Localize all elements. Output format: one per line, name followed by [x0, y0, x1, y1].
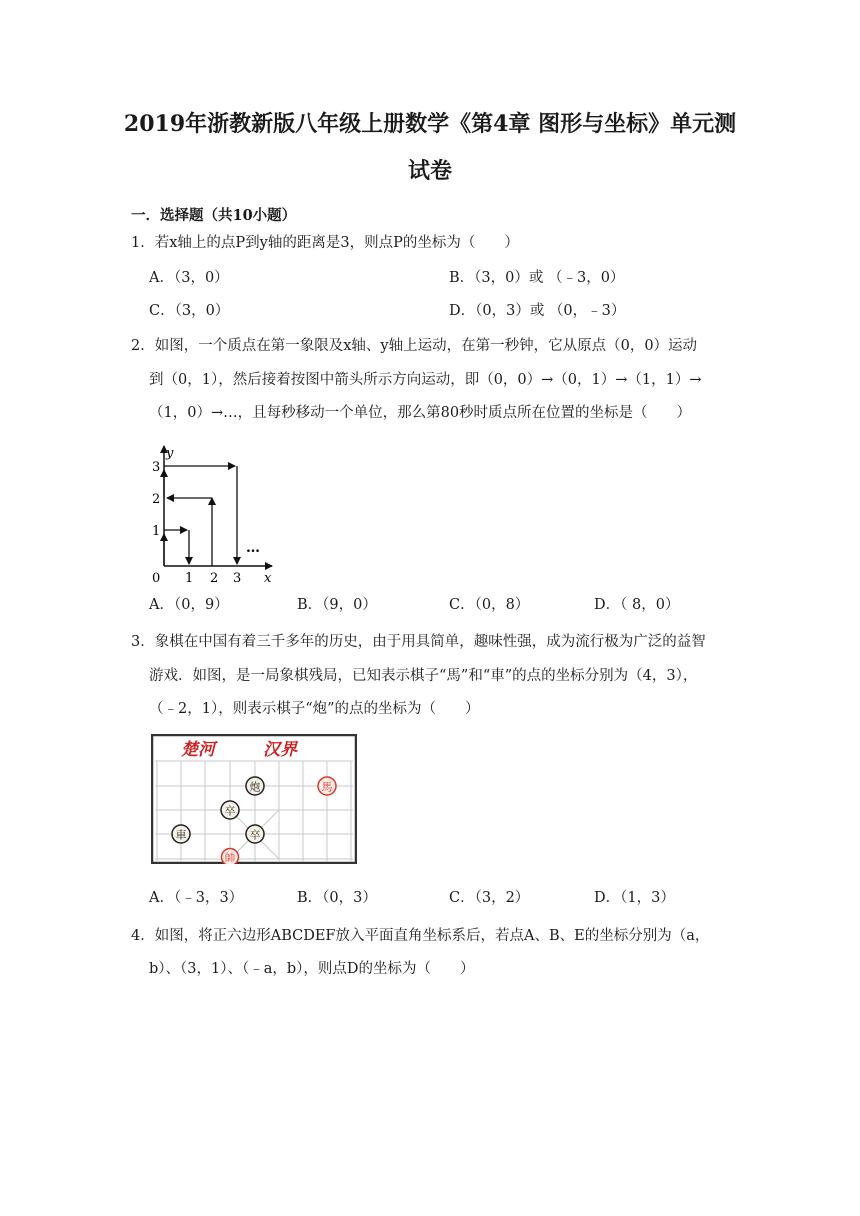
svg-text:卒: 卒 — [224, 804, 236, 818]
section-heading: 一．选择题（共10小题） — [131, 207, 297, 224]
q2-option-b: B．（9，0） — [297, 597, 377, 613]
q3-line-3: （﹣2，1），则表示棋子“炮”的点的坐标为（ ） — [149, 701, 480, 717]
svg-text:車: 車 — [175, 828, 187, 842]
svg-text:炮: 炮 — [249, 780, 261, 794]
piece-ma — [318, 777, 336, 795]
q1-option-b: B．（3，0）或 （﹣3，0） — [449, 270, 625, 286]
q1-option-c: C．（3，0） — [149, 303, 230, 319]
q4-line-1: 4．如图，将正六边形ABCDEF放入平面直角坐标系后，若点A、B、E的坐标分别为（a， — [131, 928, 710, 944]
q2-option-c: C．（0，8） — [449, 597, 530, 613]
x-tick-2: 2 — [210, 571, 219, 586]
q2-option-d: D．（ 8，0） — [594, 597, 680, 613]
q3-option-c: C．（3，2） — [449, 890, 530, 906]
q3-option-d: D．（1，3） — [594, 890, 675, 906]
svg-text:馬: 馬 — [321, 780, 333, 794]
y-tick-1: 1 — [152, 524, 161, 539]
q2-line-3: （1，0）→…，且每秒移动一个单位，那么第80秒时质点所在位置的坐标是（ ） — [149, 405, 692, 421]
q1-option-d: D．（0，3）或 （0，﹣3） — [449, 303, 626, 319]
piece-zu-right — [246, 825, 264, 843]
q2-line-1: 2．如图，一个质点在第一象限及x轴、y轴上运动，在第一秒钟，它从原点（0，0）运动 — [131, 338, 698, 354]
piece-zu-left — [221, 801, 239, 819]
x-tick-1: 1 — [185, 571, 194, 586]
q1-line-1: 1．若x轴上的点P到y轴的距离是3，则点P的坐标为（ ） — [131, 235, 519, 251]
origin-label: 0 — [152, 571, 161, 586]
q4-line-2: b）、（3，1）、（﹣a，b），则点D的坐标为（ ） — [149, 961, 475, 977]
q1-option-a: A．（3，0） — [149, 270, 229, 286]
q3-option-b: B．（0，3） — [297, 890, 377, 906]
svg-text:帥: 帥 — [224, 852, 236, 864]
title-line-2: 试卷 — [407, 158, 452, 184]
y-axis-label: y — [166, 446, 174, 461]
piece-pao — [246, 777, 264, 795]
title-line-1: 2019年浙教新版八年级上册数学《第4章 图形与坐标》单元测 — [123, 111, 737, 137]
q3-line-2: 游戏．如图，是一局象棋残局，已知表示棋子“馬”和“車”的点的坐标分别为（4，3）， — [149, 668, 698, 684]
svg-text:卒: 卒 — [249, 828, 261, 842]
q2-figure-coordinate-path — [140, 440, 280, 588]
q3-option-a: A．（﹣3，3） — [149, 890, 244, 906]
q3-line-1: 3．象棋在中国有着三千多年的历史，由于用具简单，趣味性强，成为流行极为广泛的益智 — [131, 634, 706, 650]
banner-right-text: 汉界 — [263, 740, 297, 760]
x-axis-label: x — [264, 571, 272, 586]
banner-left-text: 楚河 — [181, 740, 215, 760]
y-tick-3: 3 — [152, 460, 161, 475]
ellipsis: … — [246, 540, 260, 556]
q3-figure-chess-board — [151, 734, 357, 864]
q2-line-2: 到（0，1），然后接着按图中箭头所示方向运动，即（0，0）→（0，1）→（1，1）→ — [149, 372, 702, 388]
y-tick-2: 2 — [152, 492, 161, 507]
x-tick-3: 3 — [233, 571, 242, 586]
piece-shuai — [222, 849, 239, 865]
piece-ju — [172, 825, 190, 843]
q2-option-a: A．（0，9） — [149, 597, 229, 613]
